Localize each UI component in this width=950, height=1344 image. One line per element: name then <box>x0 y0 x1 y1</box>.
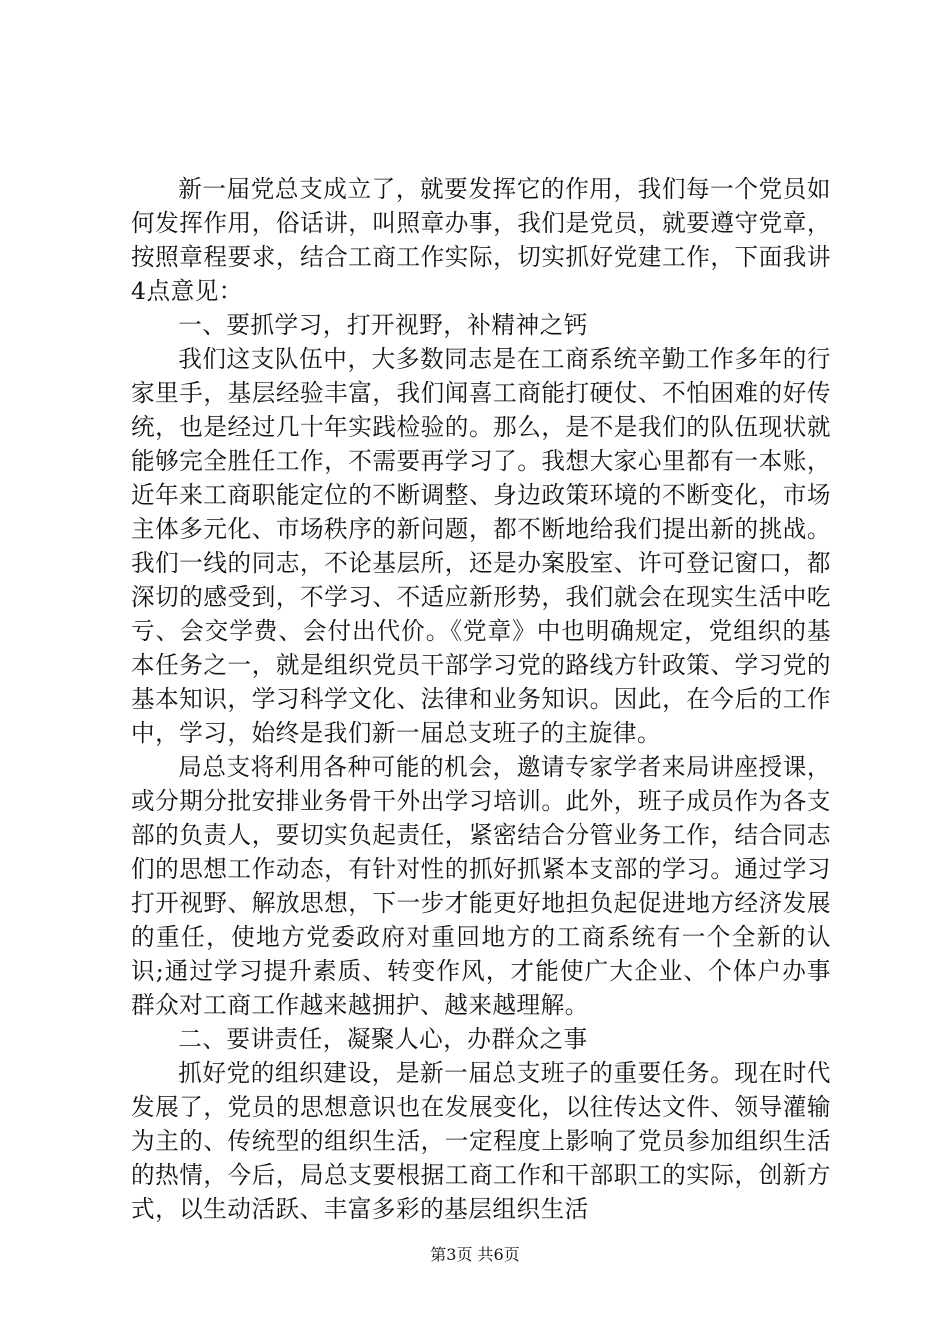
section-heading-1: 一、要抓学习，打开视野，补精神之钙 <box>178 311 588 339</box>
section-heading-2: 二、要讲责任，凝聚人心，办群众之事 <box>178 1025 588 1053</box>
paragraph-study-2: 局总支将利用各种可能的机会，邀请专家学者来局讲座授课，或分期分批安排业务骨干外出学习培训。此外，班子成员作为各支部的负责人，要切实负起责任，紧密结合分管业务工作，结合同志们的思想工作动态，有针对性的抓好抓紧本支部的学习。通过学习打开视野、解放思想，下一步才能更好地担负起促进地方经济发展的重任，使地方党委政府对重回地方的工商系统有一个全新的认识;通过学习提升素质、转变作风，才能使广大企业、个体户办事群众对工商工作越来越拥护、越来越理解。 <box>131 753 831 1019</box>
page-footer: 第3页 共6页 <box>430 1245 520 1264</box>
document-body <box>131 172 831 1226</box>
paragraph-study-1: 我们这支队伍中，大多数同志是在工商系统辛勤工作多年的行家里手，基层经验丰富，我们闻喜工商能打硬仗、不怕困难的好传统，也是经过几十年实践检验的。那么，是不是我们的队伍现状就能够完全胜任工作，不需要再学习了。我想大家心里都有一本账，近年来工商职能定位的不断调整、身边政策环境的不断变化，市场主体多元化、市场秩序的新问题，都不断地给我们提出新的挑战。我们一线的同志，不论基层所，还是办案股室、许可登记窗口，都深切的感受到，不学习、不适应新形势，我们就会在现实生活中吃亏、会交学费、会付出代价。《党章》中也明确规定，党组织的基本任务之一，就是组织党员干部学习党的路线方针政策、学习党的基本知识，学习科学文化、法律和业务知识。因此，在今后的工作中，学习，始终是我们新一届总支班子的主旋律。 <box>131 345 831 747</box>
paragraph-intro: 新一届党总支成立了，就要发挥它的作用，我们每一个党员如何发挥作用，俗话讲，叫照章办事，我们是党员，就要遵守党章，按照章程要求，结合工商工作实际，切实抓好党建工作，下面我讲4点意见： <box>131 175 831 305</box>
paragraph-responsibility-1: 抓好党的组织建设，是新一届总支班子的重要任务。现在时代发展了，党员的思想意识也在发展变化，以往传达文件、领导灌输为主的、传统型的组织生活，一定程度上影响了党员参加组织生活的热情，今后，局总支要根据工商工作和干部职工的实际，创新方式，以生动活跃、丰富多彩的基层组织生活 <box>131 1059 831 1223</box>
